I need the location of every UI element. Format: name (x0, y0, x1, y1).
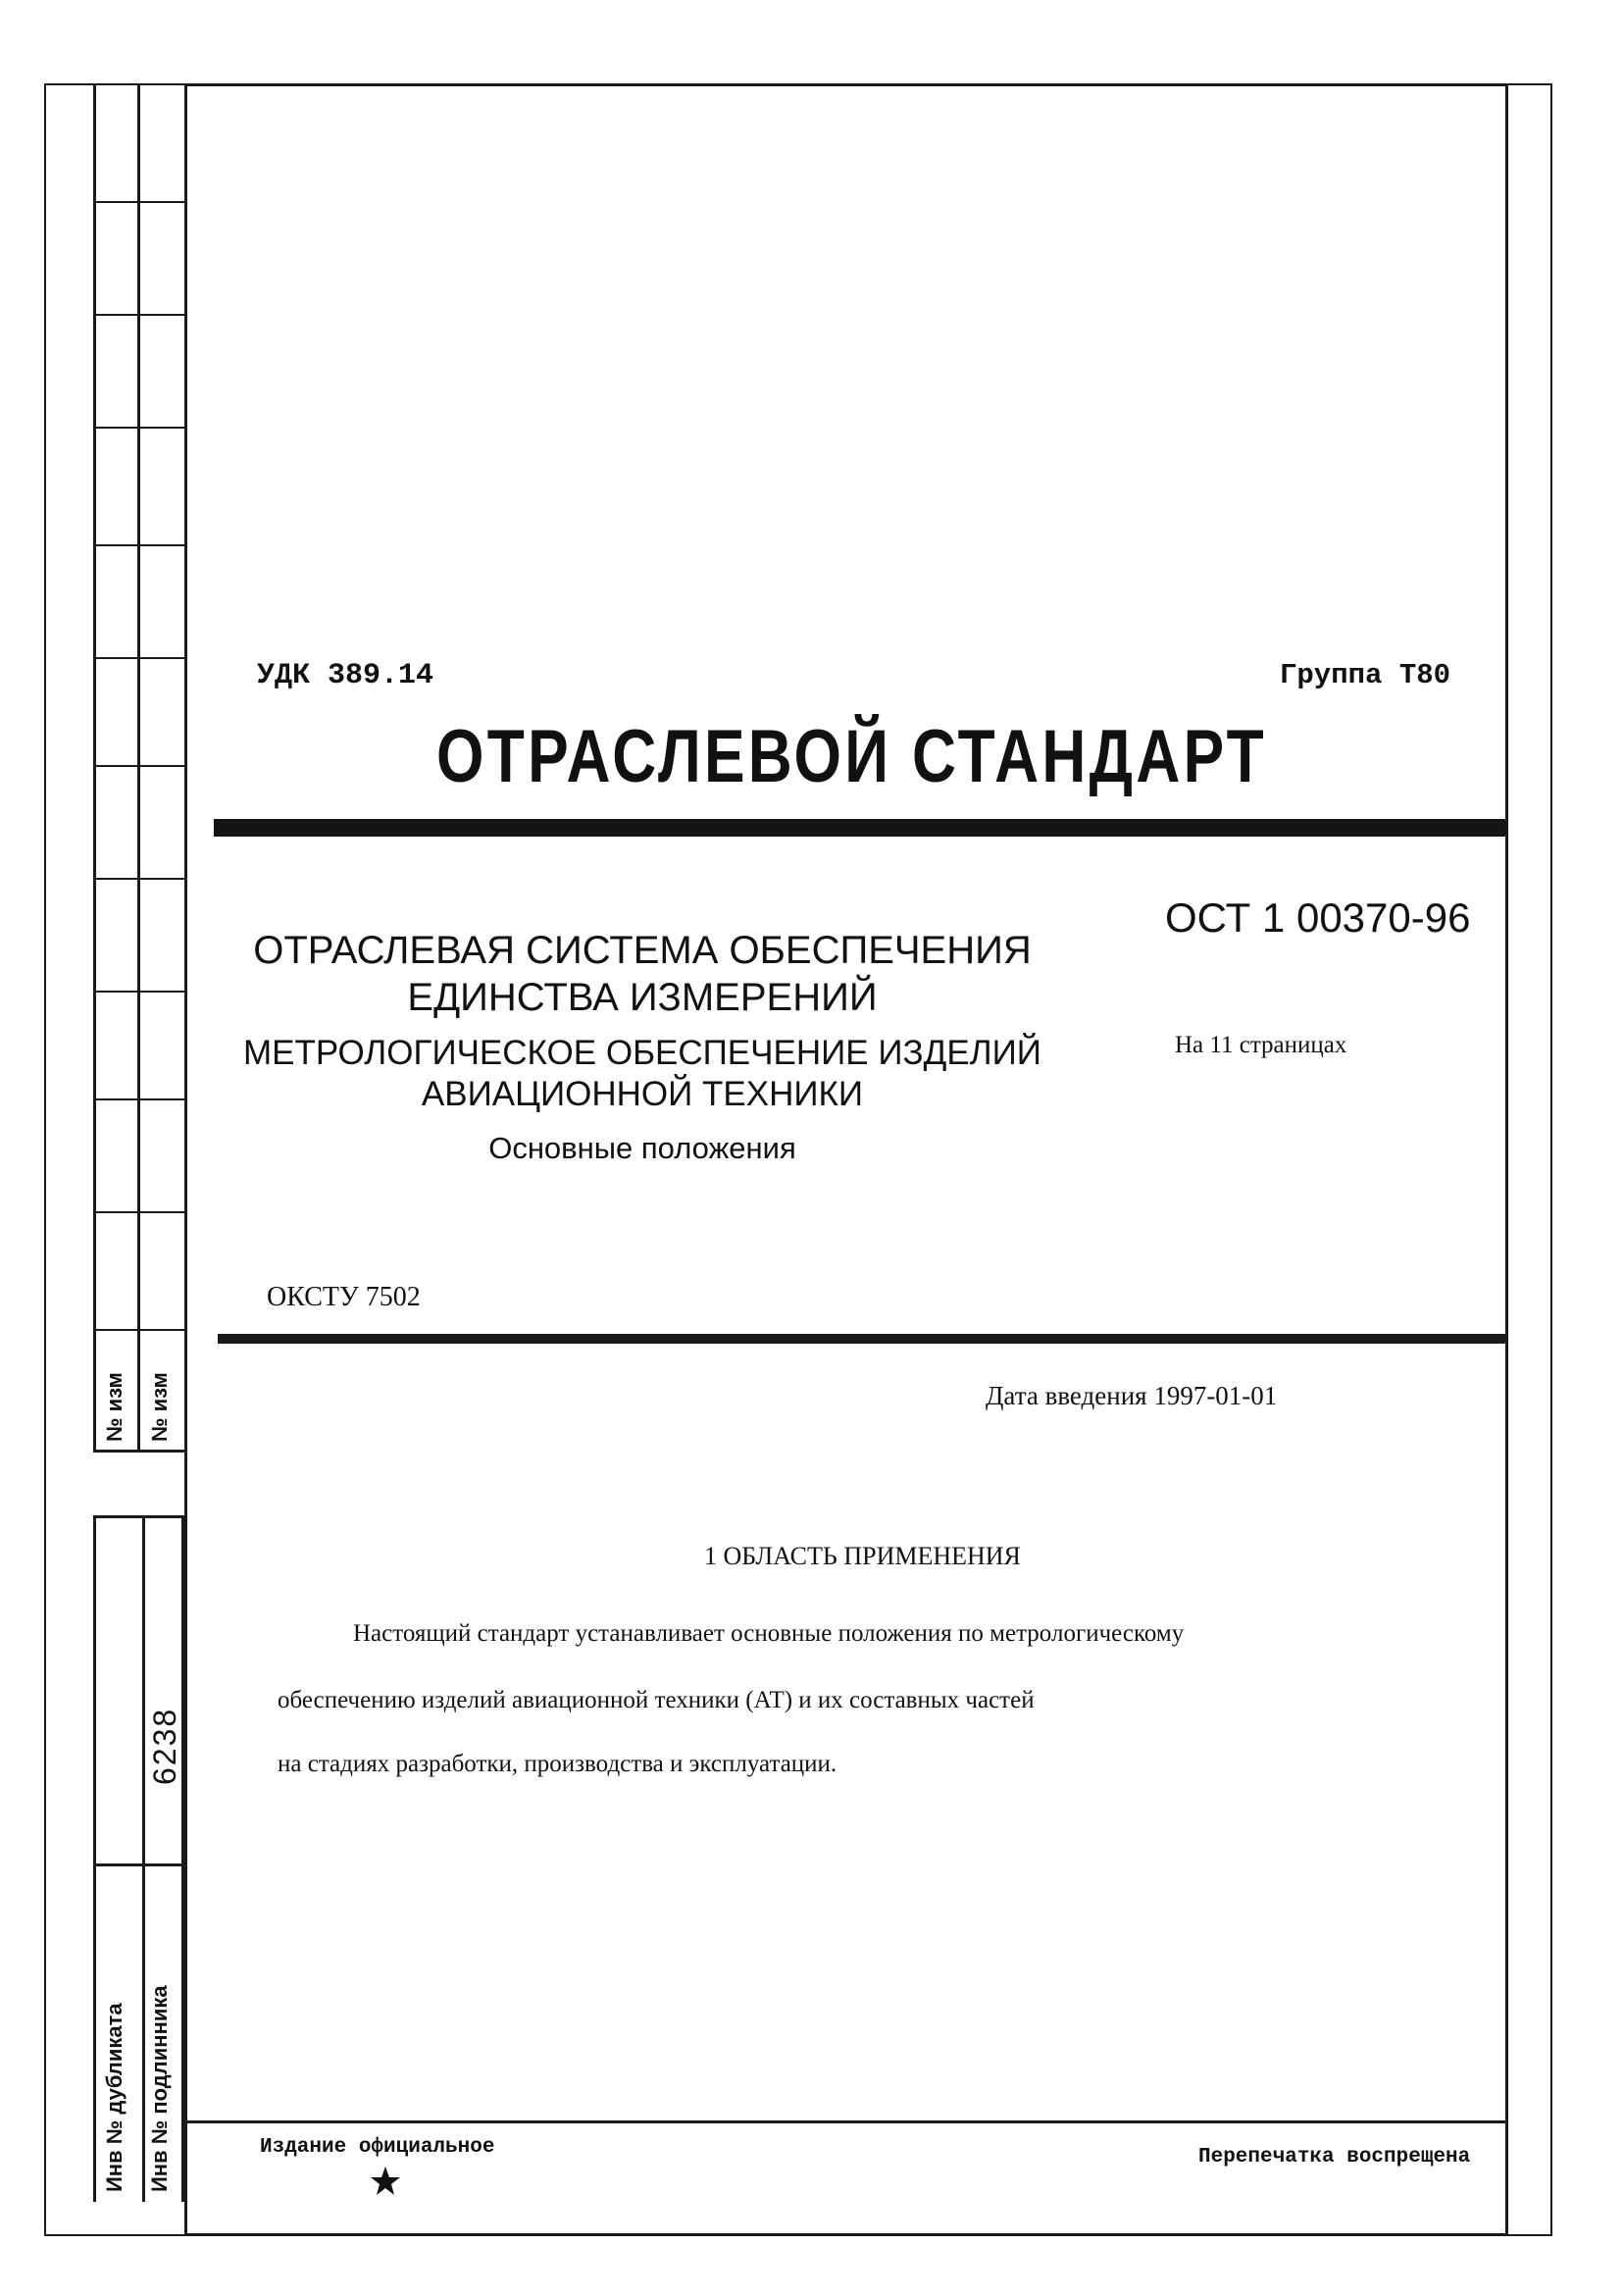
document-type-title (436, 714, 1449, 799)
section-heading: 1 ОБЛАСТЬ ПРИМЕНЕНИЯ (704, 1542, 1021, 1570)
footer-rule (184, 2120, 1508, 2123)
subject-line-2: АВИАЦИОННОЙ ТЕХНИКИ (421, 1075, 864, 1113)
group-code: Группа Т80 (1280, 659, 1451, 691)
margin-row (93, 1450, 184, 1453)
reprint-prohibited-label: Перепечатка воспрещена (1198, 2146, 1471, 2168)
star-icon (370, 2166, 401, 2197)
section-text-line-1: Настоящий стандарт устанавливает основные положения по метрологическому (353, 1620, 1185, 1647)
margin-row (93, 765, 184, 767)
document-type-title-text: ОТРАСЛЕВОЙ СТАНДАРТ (436, 715, 1268, 798)
title-rule (214, 819, 1505, 837)
margin-row (93, 991, 184, 993)
system-line-2: ЕДИНСТВА ИЗМЕРЕНИЙ (407, 976, 878, 1019)
section-text-line-3: на стадиях разработки, производства и эксплуатации. (278, 1751, 837, 1777)
margin-col-line-4 (142, 1515, 145, 2202)
margin-row (93, 1211, 184, 1213)
margin-row (93, 314, 184, 316)
margin-row (93, 878, 184, 880)
margin-row (93, 1098, 184, 1100)
margin-row (93, 1329, 184, 1331)
margin-col-line-1 (93, 83, 96, 1452)
standard-title-block (235, 927, 1049, 1168)
margin-row (93, 201, 184, 203)
margin-row (93, 1515, 184, 1518)
margin-label-inv-original: Инв № подлинника (147, 1985, 172, 2192)
margin-label-izm-2: № изм (147, 1372, 172, 1442)
margin-label-inv-duplicate: Инв № дубликата (102, 2003, 127, 2192)
margin-row (93, 1863, 184, 1866)
margin-row (93, 427, 184, 429)
official-edition-label: Издание официальное (260, 2136, 495, 2159)
section-text-line-2: обеспечению изделий авиационной техники (АТ) и их составных частей (278, 1687, 1035, 1713)
margin-row (93, 657, 184, 659)
margin-inv-number: 6238 (147, 1707, 182, 1785)
system-line-1: ОТРАСЛЕВАЯ СИСТЕМА ОБЕСПЕЧЕНИЯ (253, 929, 1032, 972)
subject-line-1: МЕТРОЛОГИЧЕСКОЕ ОБЕСПЕЧЕНИЕ ИЗДЕЛИЙ (243, 1034, 1041, 1072)
udk-code: УДК 389.14 (257, 659, 434, 692)
standard-number: ОСТ 1 00370-96 (1165, 894, 1471, 941)
margin-row (93, 544, 184, 546)
okstu-code: ОКСТУ 7502 (267, 1282, 421, 1312)
page-count: На 11 страницах (1175, 1032, 1347, 1058)
introduction-date: Дата введения 1997-01-01 (986, 1381, 1278, 1410)
margin-col-line-3 (93, 1515, 96, 2202)
margin-label-izm: № изм (102, 1372, 127, 1442)
margin-col-line-5 (181, 1515, 184, 2202)
subtitle: Основные положения (488, 1131, 796, 1165)
margin-col-line-2 (137, 83, 140, 1452)
okstu-rule (218, 1334, 1505, 1344)
